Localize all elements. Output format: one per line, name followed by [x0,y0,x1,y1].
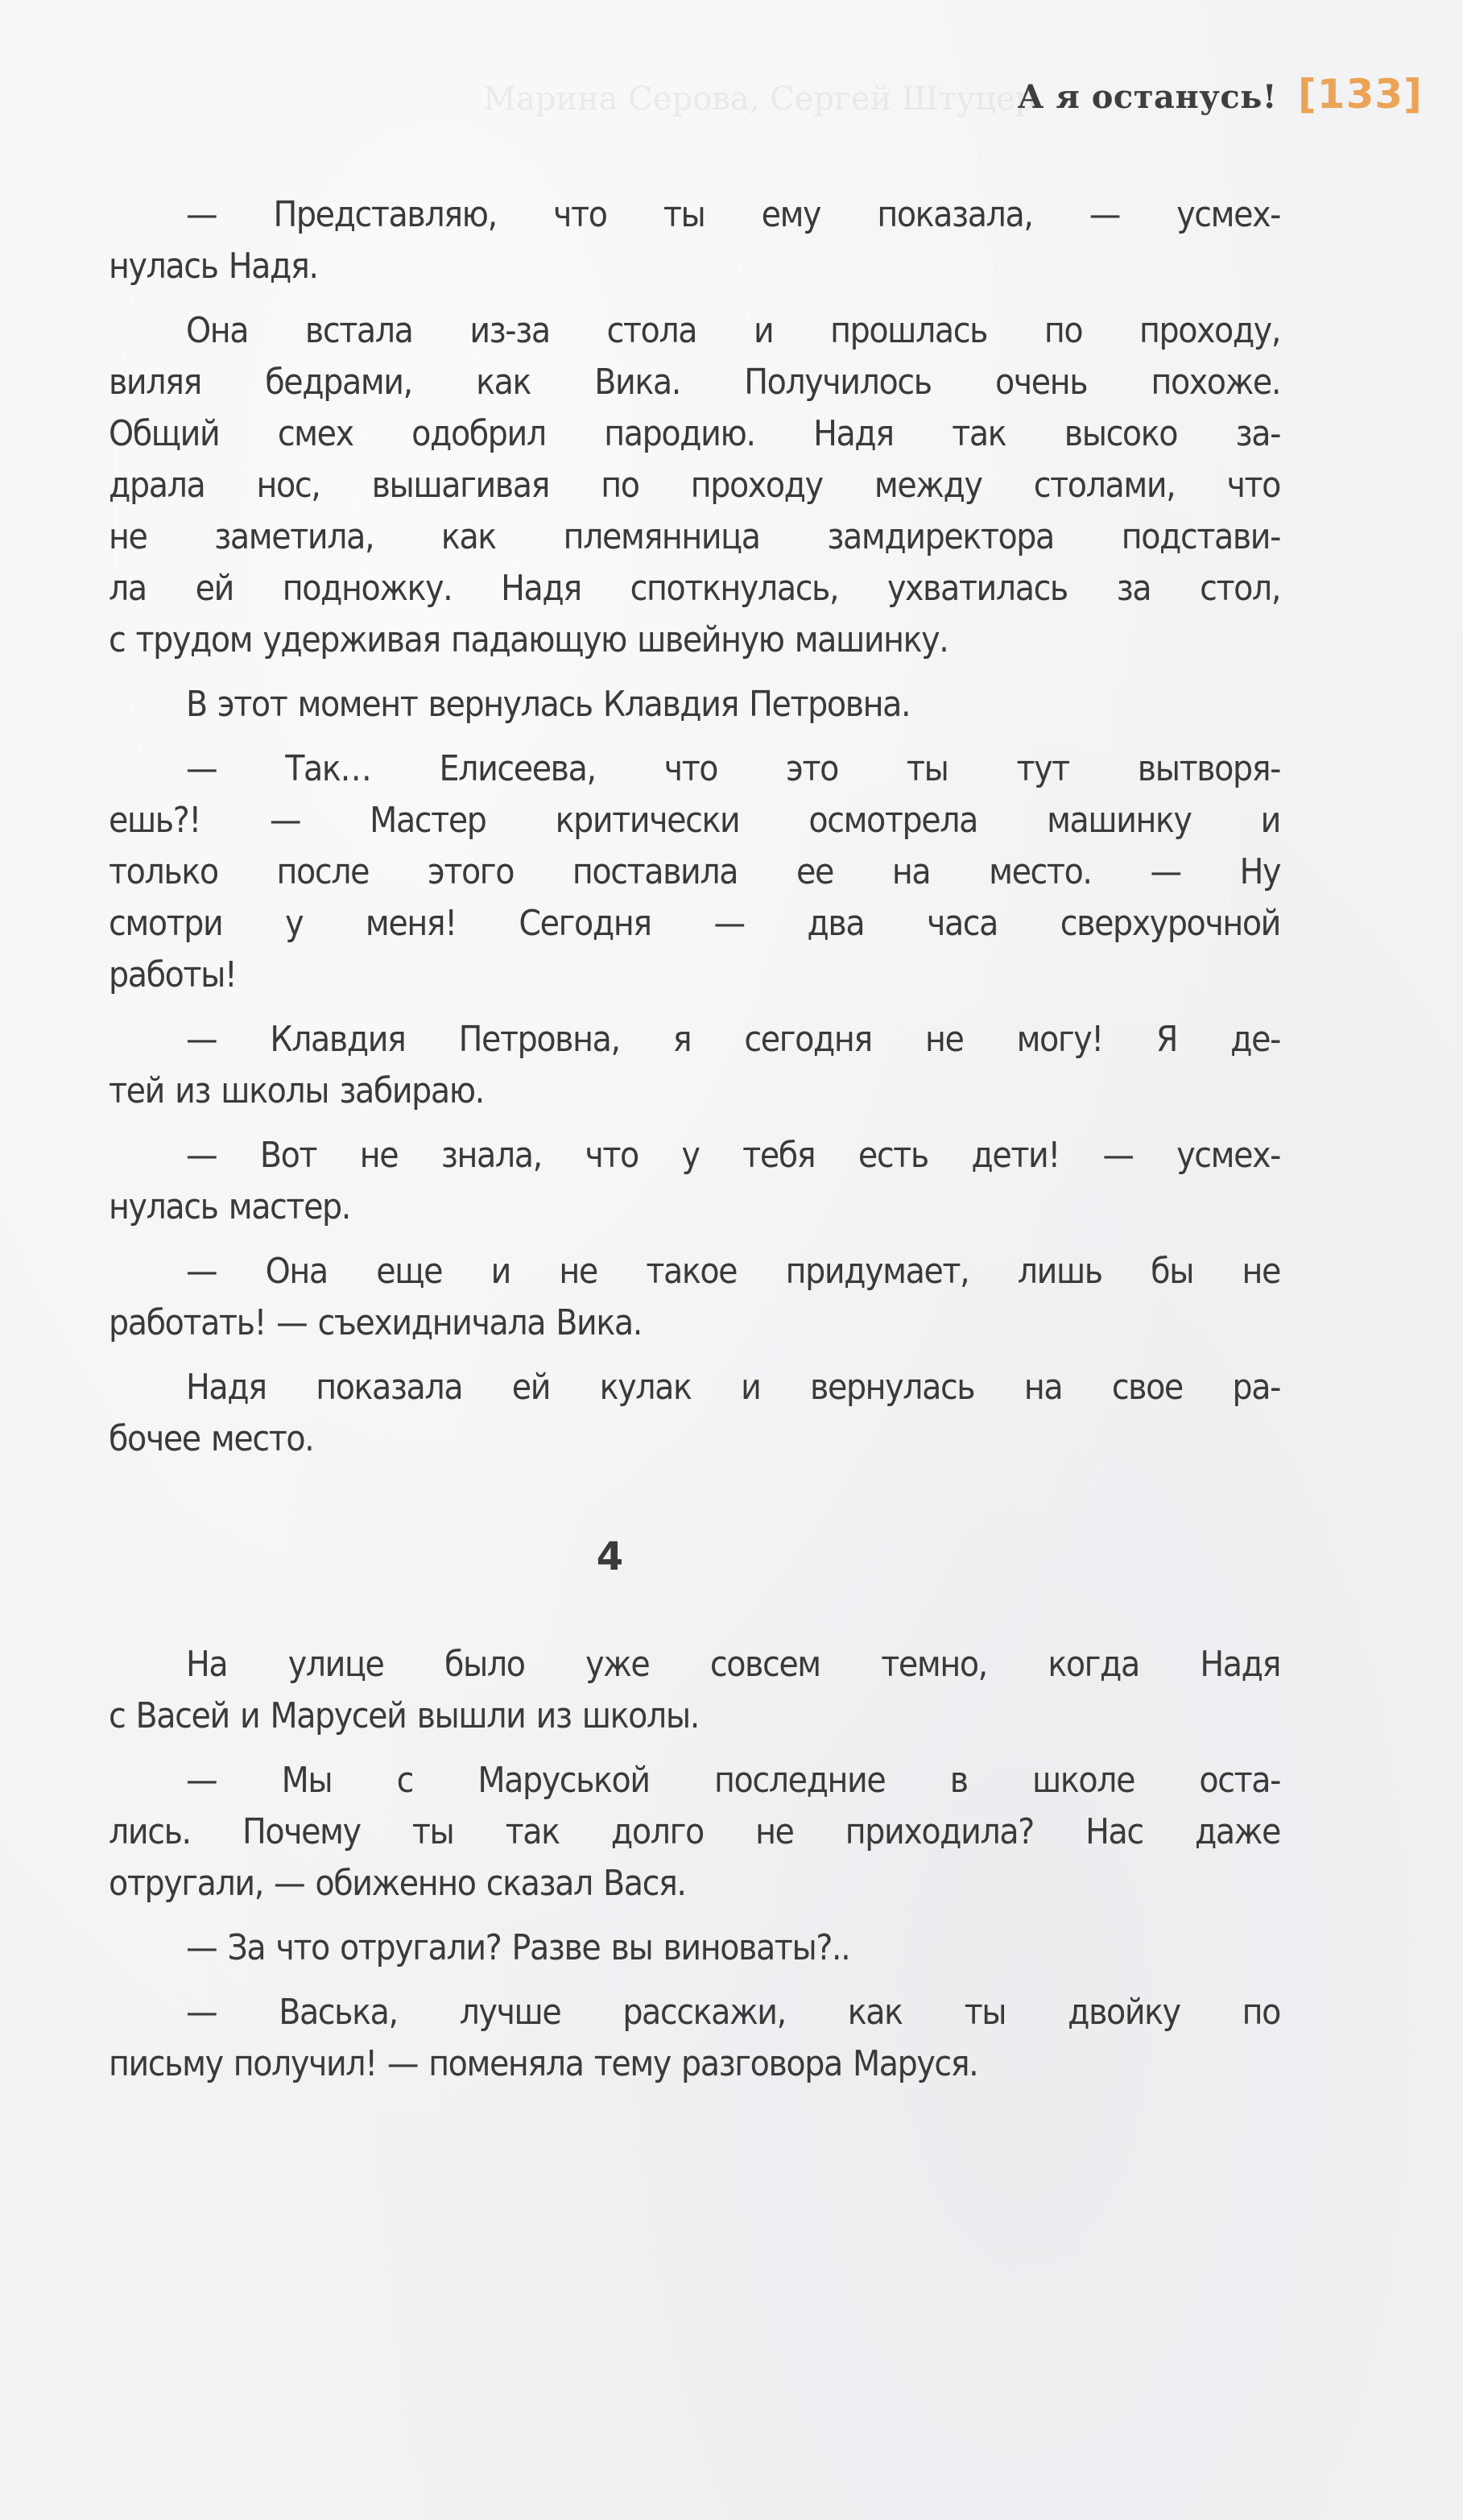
text-line: ла ей подножку. Надя споткнулась, ухватилась за стол, [109,568,1280,609]
running-head [1018,71,1423,135]
text-line: — Мы с Маруськой последние в школе оста- [186,1760,1280,1801]
paragraph [109,1362,1280,1465]
text-line: — За что отругали? Разве вы виноваты?.. [186,1927,850,1968]
text-line: — Представляю, что ты ему показала, — усмех- [186,194,1280,235]
text-line: На улице было уже совсем темно, когда Надя [186,1644,1280,1685]
text-line: тей из школы забираю. [109,1070,484,1111]
text-line: нулась Надя. [109,246,318,287]
text-line: Общий смех одобрил пародию. Надя так высоко за- [109,413,1280,454]
text-line: Надя показала ей кулак и вернулась на свое ра- [186,1367,1280,1408]
text-line: не заметила, как племянница замдиректора подстави- [109,516,1280,557]
paragraph [109,1922,1280,1974]
page-number: [133] [1297,71,1423,118]
text-line: смотри у меня! Сегодня — два часа сверхурочной [109,903,1280,944]
paragraph [109,1639,1280,1742]
paragraph [109,743,1280,1001]
text-line: — Она еще и не такое придумает, лишь бы не [186,1251,1280,1292]
text-line: — Клавдия Петровна, я сегодня не могу! Я де- [186,1019,1280,1060]
text-line: виляя бедрами, как Вика. Получилось очень похоже. [109,362,1280,403]
paragraph [109,189,1280,292]
paragraph [109,1246,1280,1349]
running-title: А я останусь! [1017,78,1277,116]
text-line: драла нос, вышагивая по проходу между столами, что [109,465,1280,506]
text-line: письму получил! — поменяла тему разговора Маруся. [109,2043,978,2084]
paragraph [109,1130,1280,1233]
section-2 [109,1639,1280,2090]
text-line: ешь?! — Мастер критически осмотрела машинку и [109,800,1280,841]
text-line: — Вот не знала, что у тебя есть дети! — усмех- [186,1135,1280,1176]
text-line: только после этого поставила ее на место. — Ну [109,851,1280,892]
paragraph [109,1987,1280,2090]
text-line: — Так… Елисеева, что это ты тут вытворя- [186,748,1280,789]
text-line: Она встала из-за стола и прошлась по проходу, [186,310,1280,351]
text-line: работать! — съехидничала Вика. [109,1302,642,1343]
text-line: В этот момент вернулась Клавдия Петровна. [186,684,911,725]
bleed-through-text: Марина Серова, Сергей Штуцер [483,81,1036,118]
text-line: — Васька, лучше расскажи, как ты двойку по [186,1992,1280,2033]
text-line: отругали, — обиженно сказал Вася. [109,1863,686,1904]
paragraph [109,305,1280,666]
text-line: нулась мастер. [109,1186,350,1227]
section-1 [109,189,1280,1465]
text-line: работы! [109,954,237,995]
text-line: бочее место. [109,1418,314,1459]
body-text [109,189,1280,2103]
chapter-number: 4 [596,1534,624,1579]
text-line: лись. Почему ты так долго не приходила? Нас даже [109,1811,1280,1852]
paragraph [109,679,1280,730]
paragraph [109,1755,1280,1910]
paragraph [109,1014,1280,1117]
text-line: с Васей и Марусей вышли из школы. [109,1695,699,1736]
text-line: с трудом удерживая падающую швейную машинку. [109,619,948,660]
